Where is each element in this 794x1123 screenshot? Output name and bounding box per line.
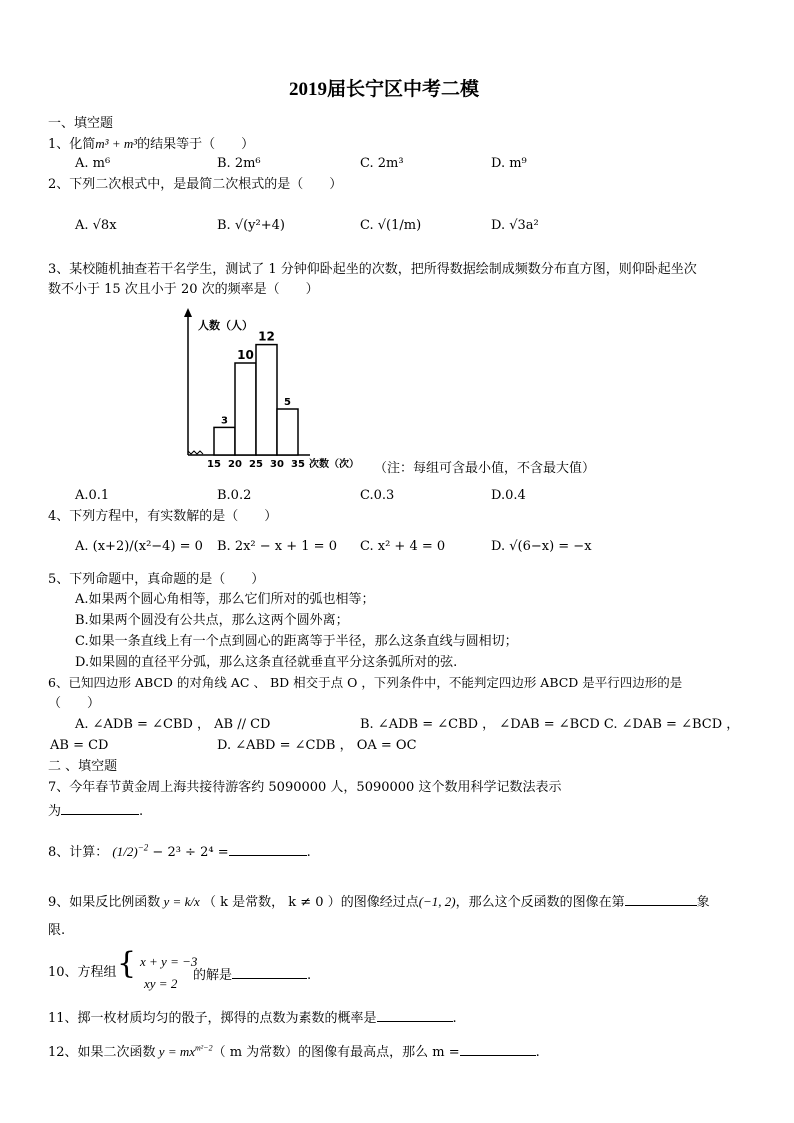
answer-blank-10[interactable] (232, 966, 307, 979)
question-7-line-1: 7、今年春节黄金周上海共接待游客约 5090000 人，5090000 这个数用科学记数法表示 (48, 780, 562, 795)
question-1-option-d: D. m⁹ (491, 156, 527, 171)
question-1-prefix: 1、化简 (48, 137, 96, 152)
question-6-line-1: 6、已知四边形 ABCD 的对角线 AC 、 BD 相交于点 O ，下列条件中，不能判定四边形 ABCD 是平行四边形的是 (48, 675, 683, 690)
bar-data-label: 12 (258, 329, 275, 344)
bar-data-label: 5 (284, 397, 291, 408)
question-8: 8、计算： $(1/2)^{-2} - 2^3 \div 2^4$ = . (48, 842, 311, 860)
question-4-option-d: D. √(6−x) = −x (491, 539, 592, 554)
question-9-function: y = k/x (160, 894, 203, 909)
question-10-equation-1: x + y = −3 (140, 954, 198, 969)
question-10-prefix: 10、方程组 (48, 965, 117, 980)
question-8-prefix: 8、计算： (48, 845, 109, 860)
answer-blank-9[interactable] (625, 893, 697, 906)
question-7-prefix: 为 (48, 804, 62, 819)
question-9-suffix: ，那么这个反函数的图像在第 (455, 895, 625, 910)
section-heading-1: 一、填空题 (48, 116, 114, 131)
answer-blank-7[interactable] (61, 802, 139, 815)
bar-data-label: 10 (237, 348, 254, 362)
question-2-stem: 2、下列二次根式中，是最简二次根式的是（ ） (48, 177, 343, 192)
question-4-stem: 4、下列方程中，有实数解的是（ ） (48, 509, 278, 524)
question-4-option-c: C. x² + 4 = 0 (360, 539, 446, 554)
question-5-option-c: C.如果一条直线上有一个点到圆心的距离等于半径，那么这条直线与圆相切； (75, 634, 518, 649)
question-3-option-d: D.0.4 (491, 488, 526, 503)
question-9-end: 象 (696, 895, 710, 910)
axis-break-zigzag (188, 451, 203, 454)
x-tick-label: 35 (291, 459, 305, 470)
question-9-point: (−1, 2) (418, 894, 456, 909)
histogram-bar (214, 427, 235, 455)
bar-data-label: 3 (221, 415, 228, 427)
x-tick-label: 20 (228, 459, 242, 470)
section-heading-2: 二 、填空题 (48, 759, 118, 774)
question-12: 12、如果二次函数 $y = mx^{m^2-2}$（ m 为常数）的图像有最高点，那么 m = . (48, 1043, 540, 1060)
question-7-line-2: 为 . (48, 804, 144, 819)
question-2-option-b: B. √(y²+4) (217, 218, 285, 233)
histogram-bar (277, 409, 298, 455)
question-11-text: 11、掷一枚材质均匀的骰子，掷得的点数为素数的概率是 (48, 1011, 377, 1026)
x-axis-label: 次数（次） (309, 459, 359, 470)
question-6-option-b-c: B. ∠ADB = ∠CBD ， ∠DAB = ∠BCD C. ∠DAB = ∠BCD ， (360, 717, 740, 732)
histogram-chart (175, 305, 375, 475)
question-6-option-a: A. ∠ADB = ∠CBD ， AB // CD (75, 717, 271, 732)
question-5-option-a: A.如果两个圆心角相等，那么它们所对的弧也相等； (75, 592, 375, 607)
question-8-mid: − 2³ ÷ 2⁴ = (152, 845, 229, 860)
question-1-option-c: C. 2m³ (360, 156, 404, 171)
question-6-option-c-cont: AB = CD (50, 738, 109, 753)
y-axis-label: 人数（人） (198, 319, 253, 332)
question-9-prefix: 9、如果反比例函数 (48, 895, 161, 910)
question-1-stem (48, 137, 254, 151)
question-5-stem: 5、下列命题中，真命题的是（ ） (48, 572, 265, 587)
question-5-option-b: B.如果两个圆没有公共点，那么这两个圆外离； (75, 613, 349, 628)
question-1-suffix: 的结果等于（ ） (137, 137, 255, 152)
question-4-option-a: A. (x+2)/(x²−4) = 0 (75, 539, 203, 554)
question-5-option-d: D.如果圆的直径平分弧，那么这条直径就垂直平分这条弧所对的弦. (75, 655, 458, 670)
x-tick-label: 15 (207, 459, 221, 470)
question-3-line-1: 3、某校随机抽查若干名学生，测试了 1 分钟仰卧起坐的次数，把所得数据绘制成频数分布直方图，则仰卧起坐次 (48, 262, 697, 277)
question-8-fraction: $(1/2)^{-2}$ (112, 842, 149, 859)
question-11: 11、掷一枚材质均匀的骰子，掷得的点数为素数的概率是 . (48, 1011, 457, 1026)
question-1-option-a: A. m⁶ (75, 156, 111, 171)
question-6-line-2: （ ） (48, 696, 101, 711)
question-10-suffix: 的解是 (193, 968, 233, 983)
system-brace-icon: { (117, 946, 137, 981)
page-title: 2019届长宁区中考二模 (289, 79, 480, 100)
histogram-bar (235, 363, 256, 455)
question-9-line-2: 限. (48, 923, 66, 938)
question-3-note: （注：每组可含最小值，不含最大值） (374, 461, 596, 476)
question-3-option-a: A.0.1 (75, 488, 110, 503)
answer-blank-11[interactable] (377, 1009, 453, 1022)
question-1-option-b: B. 2m⁶ (217, 156, 261, 171)
question-10-equation-2: xy = 2 (144, 976, 178, 991)
histogram-bar (256, 345, 277, 455)
question-2-option-a: A. √8x (75, 218, 117, 233)
question-2-option-d: D. √3a² (491, 218, 539, 233)
question-12-function: $y = mx^{m^2-2}$ (155, 1043, 213, 1059)
question-1-expr: m³ + m³ (95, 136, 138, 151)
question-3-option-b: B.0.2 (217, 488, 252, 503)
question-2-option-c: C. √(1/m) (360, 218, 422, 233)
question-9-mid: （ k 是常数， k ≠ 0 ）的图像经过点 (202, 895, 419, 910)
question-4-option-b: B. 2x² − x + 1 = 0 (217, 539, 337, 554)
question-3-line-2: 数不小于 15 次且小于 20 次的频率是（ ） (48, 282, 319, 297)
question-12-prefix: 12、如果二次函数 (48, 1045, 156, 1060)
answer-blank-12[interactable] (460, 1043, 536, 1056)
y-axis-arrow (184, 308, 192, 317)
question-12-suffix: （ m 为常数）的图像有最高点，那么 m = (212, 1045, 460, 1060)
x-tick-label: 30 (270, 459, 284, 470)
question-3-option-c: C.0.3 (360, 488, 395, 503)
x-tick-label: 25 (249, 459, 263, 470)
question-6-option-d: D. ∠ABD = ∠CDB ， OA = OC (217, 738, 417, 753)
question-9 (48, 893, 710, 909)
question-10-suffix-row: 的解是 . (193, 968, 312, 983)
answer-blank-8[interactable] (229, 843, 307, 856)
